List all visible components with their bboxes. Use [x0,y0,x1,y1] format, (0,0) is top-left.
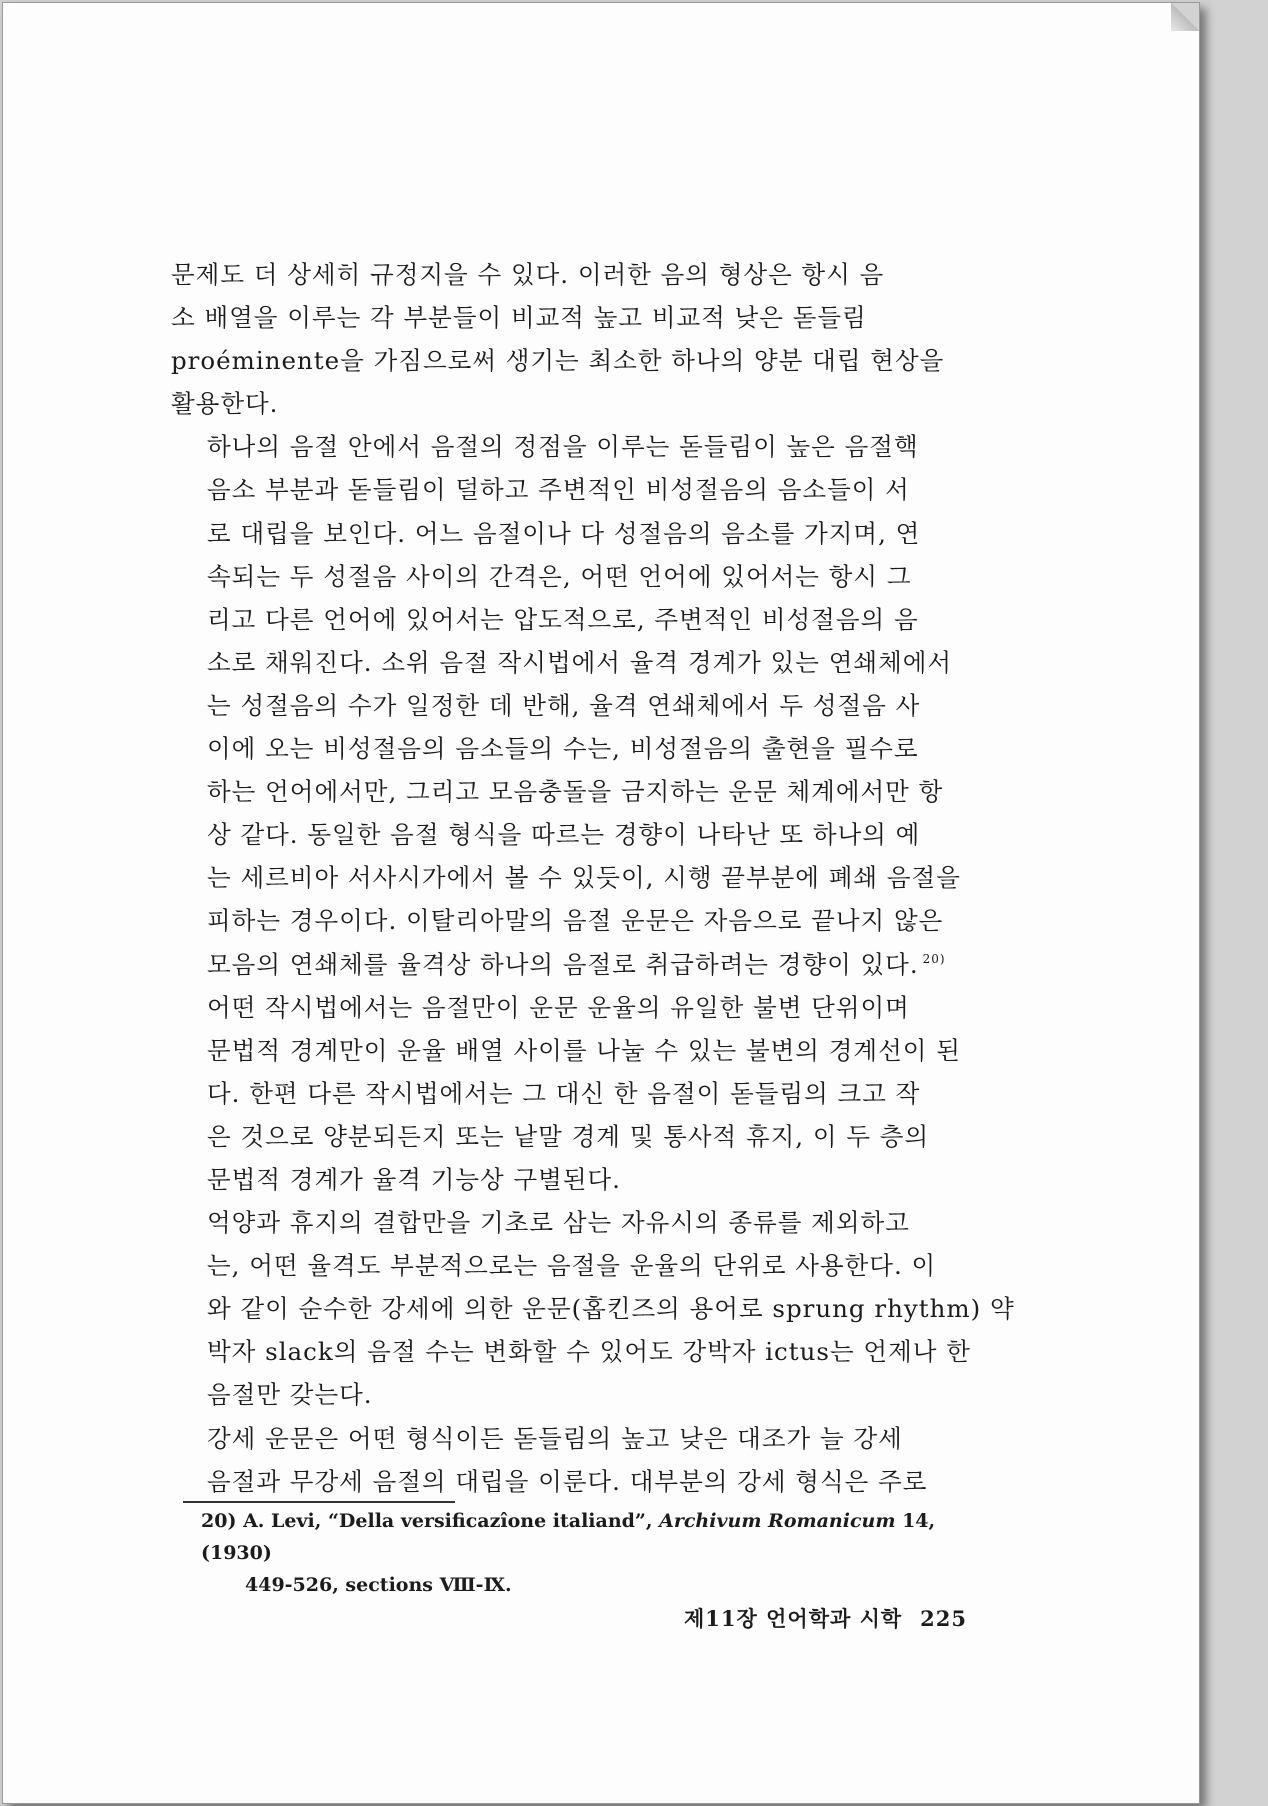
page-number: 225 [920,1606,967,1631]
text-line: 로 대립을 보인다. 어느 음절이나 다 성절음의 음소를 가지며, 연 [207,518,921,548]
footnote-title: “Della versificazîone italiand”, [327,1510,653,1532]
text-line: 어떤 작시법에서는 음절만이 운문 운율의 유일한 불변 단위이며 [207,992,910,1022]
text-line: 음절만 갖는다. [207,1380,373,1410]
text-line: 문제도 더 상세히 규정지을 수 있다. 이러한 음의 형상은 항시 음 [171,260,885,289]
footnote [201,1505,1001,1601]
text-line: 리고 다른 언어에 있어서는 압도적으로, 주변적인 비성절음의 음 [207,604,919,634]
footnote-volume: 14, (1930) [201,1510,936,1564]
text-line: 음소 부분과 돋들림이 덜하고 주변적인 비성절음의 음소들이 서 [207,475,910,505]
text-line: 강세 운문은 어떤 형식이든 돋들림의 높고 낮은 대조가 늘 강세 [207,1423,903,1453]
text-line [171,943,993,986]
text-line: 활용한다. [171,389,279,419]
text-line: 하나의 음절 안에서 음절의 정점을 이루는 돋들림이 높은 음절핵 [207,432,919,462]
text-line: 상 같다. 동일한 음절 형식을 따르는 경향이 나타난 또 하나의 예 [207,820,921,850]
text-line: 는, 어떤 율격도 부분적으로는 음절을 운율의 단위로 사용한다. 이 [207,1251,937,1281]
footnote-pages: 449-526, sections Ⅷ-Ⅸ. [245,1574,512,1596]
text-line: 은 것으로 양분되든지 또는 낱말 경계 및 통사적 휴지, 이 두 층의 [207,1121,930,1151]
text-line-content: 모음의 연쇄체를 율격상 하나의 음절로 취급하려는 경향이 있다. [207,949,919,979]
text-line: 소로 채워진다. 소위 음절 작시법에서 율격 경계가 있는 연쇄체에서 [207,647,953,677]
text-line: 박자 slack의 음절 수는 변화할 수 있어도 강박자 ictus는 언제나 한 [207,1337,971,1367]
page-curl-corner [1171,3,1199,31]
paragraph [171,253,993,425]
text-line: proéminente을 가짐으로써 생기는 최소한 하나의 양분 대립 현상을 [171,346,945,376]
paragraph [171,1417,993,1503]
book-page [2,2,1200,1804]
footnote-reference[interactable]: 20) [922,952,946,967]
text-line: 는 성절음의 수가 일정한 데 반해, 율격 연쇄체에서 두 성절음 사 [207,690,921,720]
text-line: 다. 한편 다른 작시법에서는 그 대신 한 음절이 돋들림의 크고 작 [207,1078,921,1108]
text-line: 속되는 두 성절음 사이의 간격은, 어떤 언어에 있어서는 항시 그 [207,561,912,591]
text-line: 이에 오는 비성절음의 음소들의 수는, 비성절음의 출현을 필수로 [207,734,919,764]
text-line: 하는 언어에서만, 그리고 모음충돌을 금지하는 운문 체계에서만 항 [207,777,944,807]
text-line: 문법적 경계만이 운율 배열 사이를 나눌 수 있는 불변의 경계선이 된 [207,1035,961,1065]
paragraph [171,986,993,1201]
text-line: 문법적 경계가 율격 기능상 구별된다. [207,1164,621,1194]
text-line: 소 배열을 이루는 각 부분들이 비교적 높고 비교적 낮은 돋들림 [171,303,867,333]
paragraph [171,1201,1015,1416]
running-footer [684,1603,967,1633]
chapter-title: 제11장 언어학과 시학 [684,1606,903,1631]
footnote-author: A. Levi, [243,1510,322,1532]
footnote-number: 20) [201,1510,237,1532]
text-line: 와 같이 순수한 강세에 의한 운문(홉킨즈의 용어로 sprung rhythm) 약 [207,1294,1015,1324]
footnote-divider [183,1501,455,1503]
text-line: 피하는 경우이다. 이탈리아말의 음절 운문은 자음으로 끝나지 않은 [207,906,944,936]
text-line: 억양과 휴지의 결합만을 기초로 삼는 자유시의 종류를 제외하고 [207,1208,910,1238]
footnote-journal: Archivum Romanicum [659,1510,896,1532]
paragraph [171,425,993,985]
body-text [171,253,1015,1503]
text-line: 음절과 무강세 음절의 대립을 이룬다. 대부분의 강세 형식은 주로 [207,1466,928,1496]
text-line: 는 세르비아 서사시가에서 볼 수 있듯이, 시행 끝부분에 폐쇄 음절을 [207,863,961,893]
